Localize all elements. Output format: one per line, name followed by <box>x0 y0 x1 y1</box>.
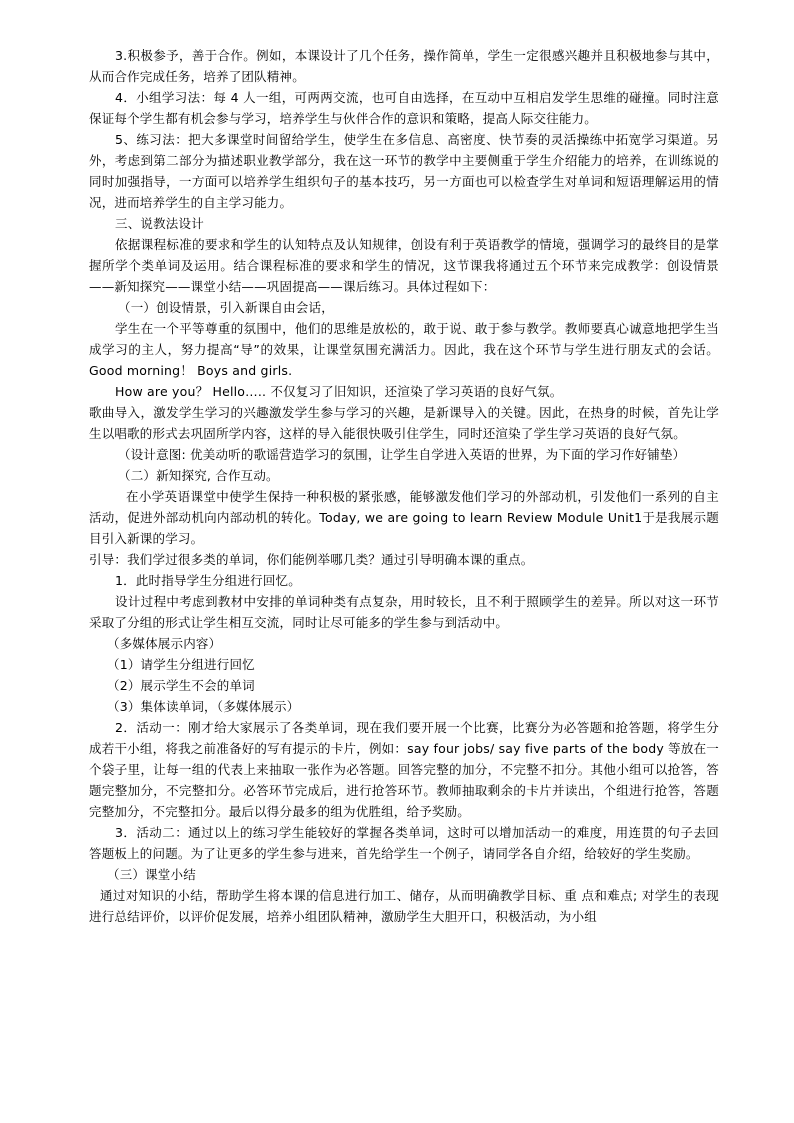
subheading-new-knowledge: （二）新知探究, 合作互动。 <box>118 468 279 483</box>
paragraph-classroom-tension: 在小学英语课堂中使学生保持一种积极的紧张感，能够激发他们学习的外部动机，引发他们一系列的自主活动，促进外部动机向内部动机的转化。Today, we are going to learn Review Module Unit1于是我展示题目引入新课的学习。 <box>89 489 719 546</box>
multimedia-heading: （多媒体展示内容） <box>107 636 222 651</box>
paragraph-activity-two: 3．活动二：通过以上的练习学生能较好的掌握各类单词，这时可以增加活动一的难度，用连贯的句子去回答题板上的问题。为了让更多的学生参与进来，首先给学生一个例子，请同学各自介绍，给较好的学生奖励。 <box>89 825 719 861</box>
paragraph-summary: 通过对知识的小结，帮助学生将本课的信息进行加工、储存，从而明确教学目标、重 点和难点; 对学生的表现进行总结评价，以评价促发展，培养小组团队精神，激励学生大胆开口，积极活动，为小组 <box>89 888 719 924</box>
paragraph-atmosphere: 学生在一个平等尊重的氛围中，他们的思维是放松的，敢于说、敢于参与教学。教师要真心诚意地把学生当成学习的主人，努力提高“导”的效果，让课堂氛围充满活力。因此，我在这个环节与学生进行朋友式的会话。Good morning！ Boys and girls. <box>89 321 719 378</box>
paragraph-group-learning: 4．小组学习法：每 4 人一组，可两两交流，也可自由选择，在互动中互相启发学生思维的碰撞。同时注意保证每个学生都有机会参与学习，培养学生与伙伴合作的意识和策略，提高人际交往能力。 <box>89 90 719 126</box>
paragraph-curriculum-basis: 依据课程标准的要求和学生的认知特点及认知规律，创设有利于英语教学的情境，强调学习的最终目的是掌握所学个类单词及运用。结合课程标准的要求和学生的情况，这节课我将通过五个环节来完成教学：创设情景——新知探究——课堂小结——巩固提高——课后练习。具体过程如下： <box>89 237 719 294</box>
document-body <box>89 45 719 927</box>
subheading-create-scene: （一）创设情景，引入新课自由会话， <box>118 300 334 315</box>
subheading-summary: （三）课堂小结 <box>107 867 196 882</box>
paragraph-greeting: How are you？ Hello….. 不仅复习了旧知识，还渲染了学习英语的良好气氛。 <box>115 384 563 399</box>
list-item-2: （2）展示学生不会的单词 <box>107 678 255 693</box>
paragraph-cooperation: 3.积极参予，善于合作。例如，本课设计了几个任务，操作简单，学生一定很感兴趣并且积极地参与其中，从而合作完成任务，培养了团队精神。 <box>89 48 719 84</box>
section-heading-teaching-design: 三、说教法设计 <box>115 216 204 231</box>
paragraph-design-process: 设计过程中考虑到教材中安排的单词种类有点复杂，用时较长，且不利于照顾学生的差异。所以对这一环节采取了分组的形式让学生相互交流，同时让尽可能多的学生参与到活动中。 <box>89 594 719 630</box>
paragraph-song-intro: 歌曲导入，激发学生学习的兴趣激发学生参与学习的兴趣，是新课导入的关键。因此，在热身的时候，首先让学生以唱歌的形式去巩固所学内容，这样的导入能很快吸引住学生，同时还渲染了学生学习英语的良好气氛。 <box>89 405 719 441</box>
list-item-1: （1）请学生分组进行回忆 <box>107 657 255 672</box>
step-group-recall: 1．此时指导学生分组进行回忆。 <box>115 573 301 588</box>
paragraph-guidance: 引导：我们学过很多类的单词，你们能例举哪几类？通过引导明确本课的重点。 <box>89 552 534 567</box>
paragraph-activity-one: 2．活动一：刚才给大家展示了各类单词，现在我们要开展一个比赛，比赛分为必答题和抢答题，将学生分成若干小组，将我之前准备好的写有提示的卡片，例如：say four jobs/ say five parts of the body 等放在一个袋子里，让每一组的代表上来抽取一张作为必答题。回答完整的加分，不完整不扣分。其他小组可以抢答，答题完整加分，不完整扣分。必答环节完成后，进行抢答环节。教师抽取剩余的卡片并读出，个组进行抢答，答题完整加分，不完整扣分。最后以得分最多的组为优胜组，给予奖励。 <box>89 720 719 819</box>
list-item-3: （3）集体读单词，（多媒体展示） <box>107 699 300 714</box>
paragraph-practice-method: 5、练习法：把大多课堂时间留给学生，使学生在多信息、高密度、快节奏的灵活操练中拓宽学习渠道。另外，考虑到第二部分为描述职业教学部分，我在这一环节的教学中主要侧重于学生介绍能力的培养，在训练说的同时加强指导，一方面可以培养学生组织句子的基本技巧，另一方面也可以检查学生对单词和短语理解运用的情况，进而培养学生的自主学习能力。 <box>89 132 719 210</box>
paragraph-design-intent: （设计意图: 优美动听的歌谣营造学习的氛围，让学生自学进入英语的世界，为下面的学习作好铺垫） <box>118 447 686 462</box>
